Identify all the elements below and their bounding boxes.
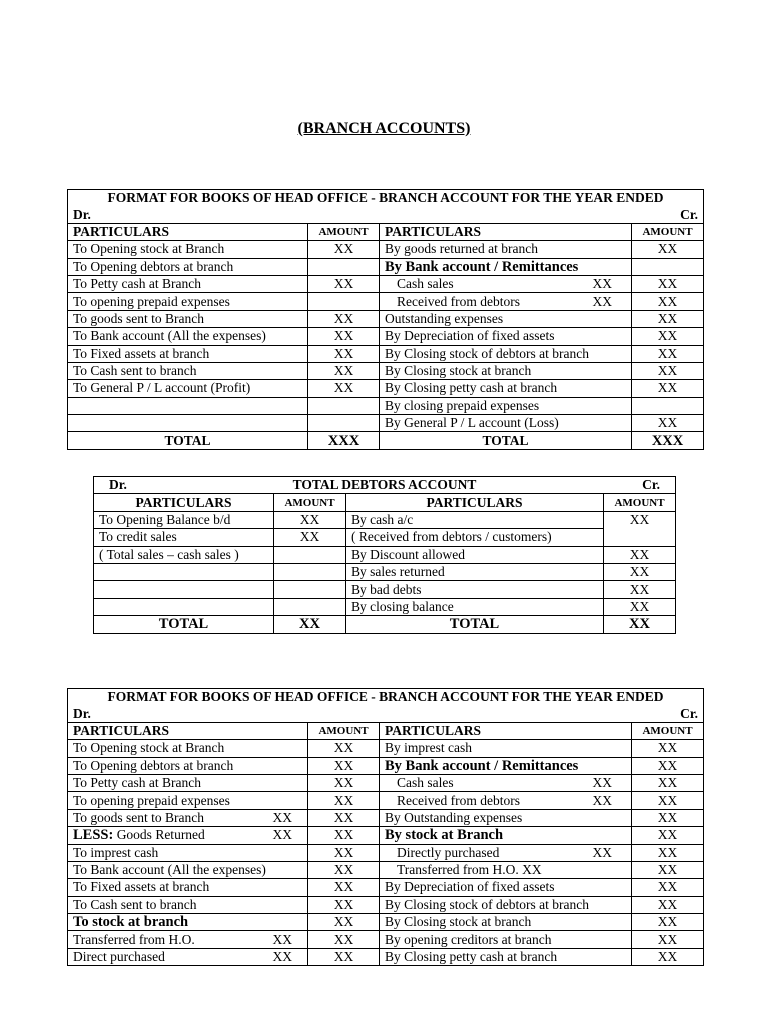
table-row [94, 529, 676, 546]
particular-text: To Bank account (All the expenses) [73, 862, 266, 878]
total-label: TOTAL [346, 616, 604, 633]
table-row [68, 948, 704, 965]
particular-text: By bad debts [351, 581, 422, 597]
table-row [68, 931, 704, 948]
particular-text: By General P / L account (Loss) [385, 415, 559, 431]
sub-amount: XX [592, 293, 612, 309]
particular-text: By closing balance [351, 598, 454, 614]
left-particular [68, 757, 308, 774]
left-amount: XX [308, 948, 380, 965]
right-particular [380, 293, 632, 310]
left-particular [68, 310, 308, 327]
right-particular [380, 380, 632, 397]
particular-text: By goods returned at branch [385, 241, 538, 257]
right-particular [380, 258, 632, 275]
dr-label: Dr. [73, 206, 91, 222]
particulars-header: PARTICULARS [380, 722, 632, 739]
left-amount: XX [308, 792, 380, 809]
left-particular [68, 258, 308, 275]
right-particular [346, 563, 604, 580]
left-amount: XX [308, 827, 380, 844]
left-particular [68, 328, 308, 345]
right-amount: XX [632, 241, 704, 258]
right-particular [380, 328, 632, 345]
left-amount: XX [308, 774, 380, 791]
particular-text: Goods Returned [113, 827, 205, 843]
particular-text: By Closing stock at branch [385, 363, 532, 379]
particular-text: By closing prepaid expenses [385, 397, 540, 413]
table-row [68, 397, 704, 414]
table-row [68, 275, 704, 292]
table-row [94, 546, 676, 563]
right-amount: XX [632, 827, 704, 844]
particulars-header: PARTICULARS [346, 494, 604, 511]
right-particular [380, 861, 632, 878]
table-row [68, 774, 704, 791]
amount-header: AMOUNT [308, 223, 380, 240]
total-label: TOTAL [380, 432, 632, 449]
right-particular [346, 581, 604, 598]
table-row [68, 809, 704, 826]
particular-text: By Bank account / Remittances [385, 258, 579, 275]
right-amount: XX [632, 792, 704, 809]
left-particular [68, 774, 308, 791]
right-amount: XX [604, 581, 676, 598]
table-row [68, 827, 704, 844]
particular-text: To Petty cash at Branch [73, 775, 202, 791]
left-particular [94, 511, 274, 528]
particular-text: To Opening stock at Branch [73, 241, 225, 257]
table-row [94, 581, 676, 598]
table-row [68, 896, 704, 913]
right-particular [380, 774, 632, 791]
branch-account-table-2 [67, 688, 704, 966]
left-amount [308, 258, 380, 275]
table-row [94, 511, 676, 528]
particular-text: To Cash sent to branch [73, 363, 197, 379]
particular-text: Directly purchased [397, 844, 500, 860]
right-particular [380, 914, 632, 931]
left-amount: XX [308, 362, 380, 379]
left-particular [94, 581, 274, 598]
left-particular [68, 879, 308, 896]
table-row [68, 879, 704, 896]
right-amount: XX [632, 740, 704, 757]
particular-text: ( Total sales – cash sales ) [99, 546, 239, 562]
left-amount: XX [308, 380, 380, 397]
left-amount: XX [308, 328, 380, 345]
left-particular [68, 844, 308, 861]
table-row [68, 241, 704, 258]
particular-text: To Opening Balance b/d [99, 511, 231, 527]
sub-amount: XX [592, 792, 612, 808]
page-title: (BRANCH ACCOUNTS) [297, 120, 471, 137]
left-particular [68, 740, 308, 757]
particulars-header: PARTICULARS [68, 223, 308, 240]
amount-header: AMOUNT [632, 223, 704, 240]
cr-label: Cr. [642, 477, 661, 493]
total-amount: XXX [632, 432, 704, 449]
sub-amount: XX [592, 775, 612, 791]
table-row [68, 293, 704, 310]
table-row [68, 792, 704, 809]
table-row [68, 740, 704, 757]
right-amount: XX [604, 563, 676, 580]
sub-amount: XX [272, 827, 292, 843]
particular-text: To opening prepaid expenses [73, 792, 230, 808]
left-particular [68, 241, 308, 258]
amount-header: AMOUNT [308, 722, 380, 739]
right-amount: XX [632, 844, 704, 861]
right-amount: XX [632, 914, 704, 931]
right-amount: XX [604, 511, 676, 546]
sub-amount: XX [272, 931, 292, 947]
right-particular [346, 529, 604, 546]
right-amount: XX [632, 362, 704, 379]
left-amount [308, 415, 380, 432]
right-particular [380, 310, 632, 327]
left-particular [68, 914, 308, 931]
left-amount [274, 581, 346, 598]
left-particular [68, 397, 308, 414]
right-amount: XX [632, 809, 704, 826]
left-particular [94, 563, 274, 580]
left-amount: XX [308, 809, 380, 826]
particular-text: By sales returned [351, 564, 445, 580]
particular-text: To Cash sent to branch [73, 896, 197, 912]
particular-text: By cash a/c [351, 511, 414, 527]
particular-text: ( Received from debtors / customers) [351, 529, 552, 545]
table-row [68, 258, 704, 275]
branch-account-table-1 [67, 189, 704, 450]
particular-text: Cash sales [397, 775, 454, 791]
particular-text: By Closing petty cash at branch [385, 949, 558, 965]
left-amount: XX [308, 861, 380, 878]
particular-text: To stock at branch [73, 914, 189, 931]
particular-text: Received from debtors [397, 293, 520, 309]
table-row [68, 757, 704, 774]
particular-text: Transferred from H.O. XX [397, 862, 542, 878]
right-amount: XX [604, 598, 676, 615]
right-amount: XX [632, 415, 704, 432]
left-particular [68, 896, 308, 913]
total-debtors-table [93, 476, 676, 634]
right-amount: XX [632, 293, 704, 310]
left-particular [68, 275, 308, 292]
particulars-header: PARTICULARS [380, 223, 632, 240]
sub-amount: XX [272, 949, 292, 965]
table-row [68, 345, 704, 362]
table-row [94, 598, 676, 615]
particular-text: By Depreciation of fixed assets [385, 879, 555, 895]
left-particular [68, 931, 308, 948]
particular-text: To Fixed assets at branch [73, 345, 210, 361]
left-particular [94, 598, 274, 615]
cr-label: Cr. [680, 705, 699, 721]
sub-amount: XX [592, 276, 612, 292]
right-amount: XX [632, 879, 704, 896]
less-label: LESS: [73, 827, 114, 844]
right-amount: XX [632, 861, 704, 878]
left-particular [68, 362, 308, 379]
particular-text: To credit sales [99, 529, 177, 545]
particular-text: By opening creditors at branch [385, 931, 552, 947]
right-amount: XX [632, 345, 704, 362]
total-label: TOTAL [68, 432, 308, 449]
left-particular [68, 293, 308, 310]
cr-label: Cr. [680, 206, 699, 222]
table-row [68, 861, 704, 878]
particular-text: By Depreciation of fixed assets [385, 328, 555, 344]
left-particular [68, 380, 308, 397]
right-particular [380, 827, 632, 844]
particular-text: Cash sales [397, 276, 454, 292]
amount-header: AMOUNT [274, 494, 346, 511]
left-amount: XX [308, 757, 380, 774]
right-amount: XX [632, 275, 704, 292]
right-amount: XX [632, 310, 704, 327]
particular-text: Received from debtors [397, 792, 520, 808]
particular-text: To Bank account (All the expenses) [73, 328, 266, 344]
left-amount: XX [274, 529, 346, 546]
particular-text: By stock at Branch [385, 827, 504, 844]
right-particular [380, 362, 632, 379]
particulars-header: PARTICULARS [94, 494, 274, 511]
particular-text: By Closing stock of debtors at branch [385, 345, 589, 361]
left-amount [274, 563, 346, 580]
particular-text: To Petty cash at Branch [73, 276, 202, 292]
right-particular [346, 546, 604, 563]
right-amount: XX [632, 948, 704, 965]
table-row [68, 362, 704, 379]
right-amount [632, 397, 704, 414]
table-row [68, 380, 704, 397]
right-particular [380, 740, 632, 757]
total-label: TOTAL [94, 616, 274, 633]
right-amount: XX [632, 380, 704, 397]
right-amount: XX [632, 931, 704, 948]
particular-text: To goods sent to Branch [73, 809, 205, 825]
right-particular [380, 757, 632, 774]
left-amount [308, 397, 380, 414]
left-particular [94, 529, 274, 546]
left-amount: XX [308, 879, 380, 896]
left-amount: XX [308, 345, 380, 362]
table-row [68, 310, 704, 327]
right-amount: XX [632, 328, 704, 345]
particular-text: By Outstanding expenses [385, 809, 523, 825]
right-amount: XX [632, 757, 704, 774]
particular-text: To goods sent to Branch [73, 310, 205, 326]
total-amount: XXX [308, 432, 380, 449]
left-amount: XX [308, 896, 380, 913]
left-particular [68, 948, 308, 965]
particular-text: Outstanding expenses [385, 310, 504, 326]
sub-amount: XX [272, 809, 292, 825]
left-amount: XX [308, 914, 380, 931]
left-amount [308, 293, 380, 310]
right-particular [380, 397, 632, 414]
particular-text: Direct purchased [73, 949, 165, 965]
left-amount: XX [308, 740, 380, 757]
table-row [94, 563, 676, 580]
dr-label: Dr. [109, 477, 127, 493]
left-amount: XX [308, 241, 380, 258]
particular-text: To Opening debtors at branch [73, 757, 234, 773]
particular-text: To Fixed assets at branch [73, 879, 210, 895]
right-particular [380, 931, 632, 948]
particular-text: To opening prepaid expenses [73, 293, 230, 309]
right-particular [380, 809, 632, 826]
left-particular [68, 809, 308, 826]
table-row [68, 328, 704, 345]
right-particular [380, 896, 632, 913]
right-amount: XX [632, 774, 704, 791]
particular-text: By Bank account / Remittances [385, 757, 579, 774]
particular-text: To Opening debtors at branch [73, 258, 234, 274]
left-particular [68, 861, 308, 878]
table2-caption: TOTAL DEBTORS ACCOUNT [292, 477, 477, 493]
left-amount: XX [274, 511, 346, 528]
table-row [68, 415, 704, 432]
total-amount: XX [274, 616, 346, 633]
table-row [68, 844, 704, 861]
particulars-header: PARTICULARS [68, 722, 308, 739]
sub-amount: XX [592, 844, 612, 860]
right-amount: XX [604, 546, 676, 563]
right-particular [380, 415, 632, 432]
dr-label: Dr. [73, 705, 91, 721]
particular-text: To Opening stock at Branch [73, 740, 225, 756]
right-particular [346, 598, 604, 615]
right-particular [346, 511, 604, 528]
particular-text: Transferred from H.O. [73, 931, 195, 947]
particular-text: By Discount allowed [351, 546, 465, 562]
total-amount: XX [604, 616, 676, 633]
left-particular [68, 827, 308, 844]
right-amount [632, 258, 704, 275]
left-particular [68, 415, 308, 432]
left-amount: XX [308, 844, 380, 861]
particular-text: By Closing petty cash at branch [385, 380, 558, 396]
left-particular [94, 546, 274, 563]
particular-text: By Closing stock of debtors at branch [385, 896, 589, 912]
amount-header: AMOUNT [604, 494, 676, 511]
left-amount: XX [308, 931, 380, 948]
right-particular [380, 879, 632, 896]
right-particular [380, 948, 632, 965]
right-particular [380, 241, 632, 258]
right-particular [380, 792, 632, 809]
right-particular [380, 275, 632, 292]
left-amount: XX [308, 310, 380, 327]
left-amount [274, 598, 346, 615]
right-amount: XX [632, 896, 704, 913]
amount-header: AMOUNT [632, 722, 704, 739]
particular-text: To General P / L account (Profit) [73, 380, 251, 396]
right-particular [380, 844, 632, 861]
left-particular [68, 792, 308, 809]
particular-text: By Closing stock at branch [385, 914, 532, 930]
left-particular [68, 345, 308, 362]
right-particular [380, 345, 632, 362]
table-row [68, 914, 704, 931]
table3-caption: FORMAT FOR BOOKS OF HEAD OFFICE - BRANCH ACCOUNT FOR THE YEAR ENDED [68, 689, 704, 706]
table1-caption: FORMAT FOR BOOKS OF HEAD OFFICE - BRANCH ACCOUNT FOR THE YEAR ENDED [68, 190, 704, 207]
left-amount: XX [308, 275, 380, 292]
particular-text: To imprest cash [73, 844, 159, 860]
particular-text: By imprest cash [385, 740, 472, 756]
left-amount [274, 546, 346, 563]
